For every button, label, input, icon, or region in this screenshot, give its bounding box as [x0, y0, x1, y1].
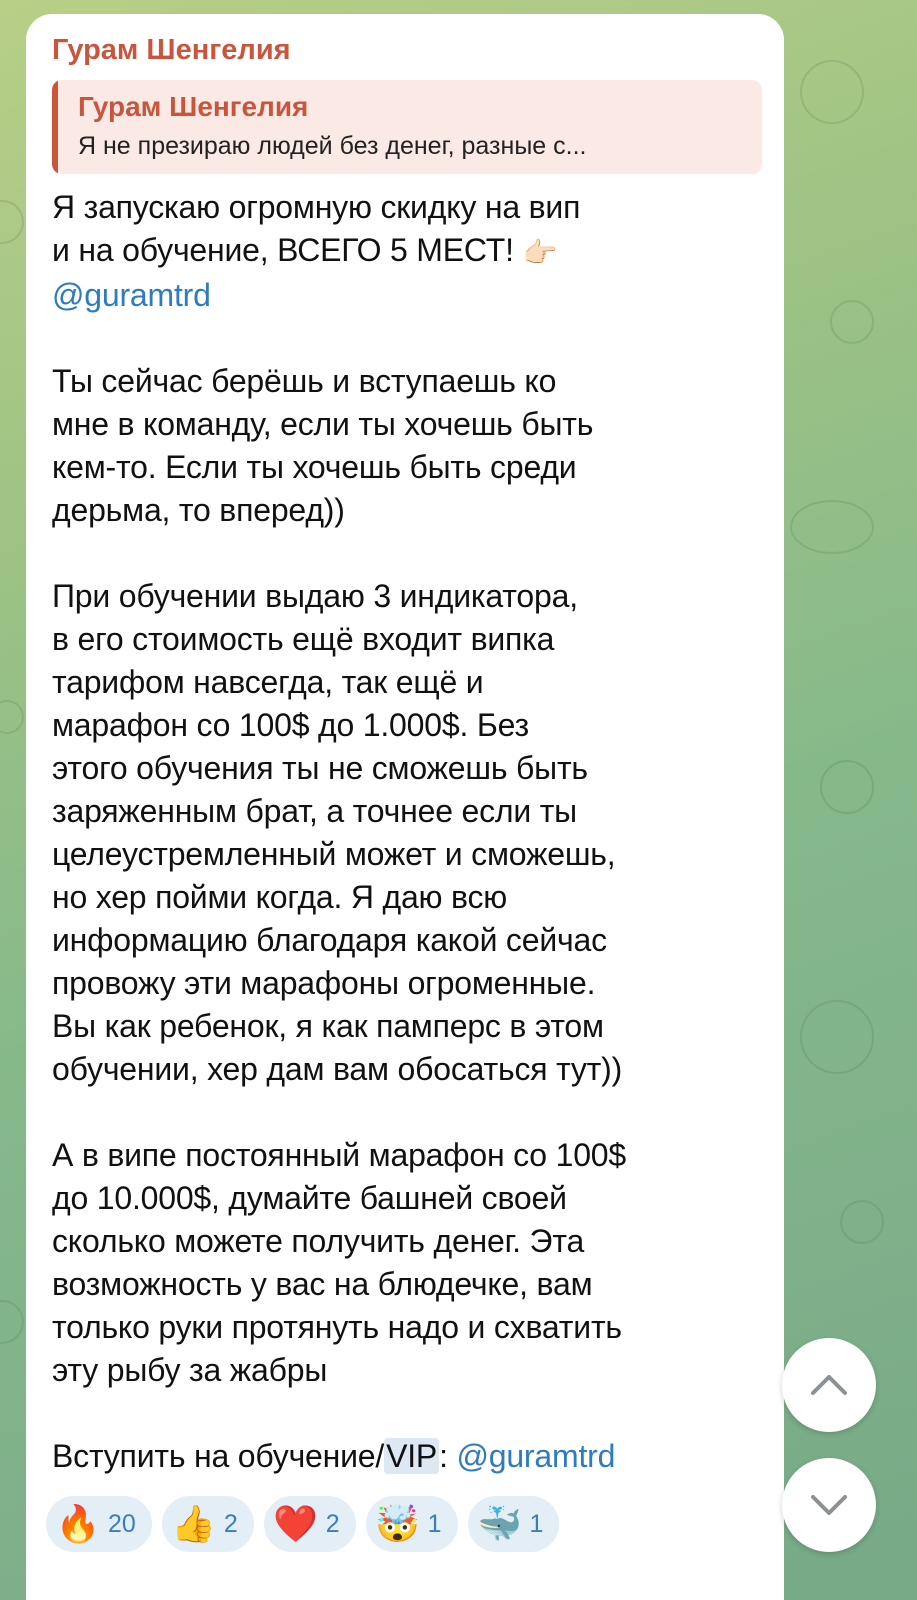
message-line: провожу эти марафоны огроменные.	[52, 965, 596, 1002]
reply-preview-text: Я не презираю людей без денег, разные с...	[78, 132, 587, 160]
exploding-head-icon: 🤯	[375, 1503, 421, 1544]
chevron-down-icon	[807, 1483, 851, 1527]
username-link[interactable]: @guramtrd	[456, 1438, 616, 1475]
thumbs-up-icon: 👍	[171, 1503, 217, 1544]
pointing-right-icon: 👉🏻	[522, 237, 558, 269]
message-line: Ты сейчас берёшь и вступаешь ко	[52, 363, 557, 400]
message-line: до 10.000$, думайте башней своей	[52, 1180, 567, 1217]
highlighted-text: VIP	[386, 1438, 438, 1475]
message-paragraph	[52, 186, 762, 317]
message-line: этого обучения ты не сможешь быть	[52, 750, 588, 787]
chevron-up-icon	[807, 1363, 851, 1407]
heart-icon: ❤️	[273, 1503, 319, 1544]
message-paragraph	[52, 360, 762, 532]
message-line: заряженным брат, а точнее если ты	[52, 793, 577, 830]
reaction-button[interactable]	[264, 1496, 356, 1552]
message-sender-name[interactable]: Гурам Шенгелия	[52, 34, 291, 66]
reaction-count: 2	[325, 1509, 340, 1538]
reaction-count: 20	[108, 1509, 136, 1538]
message-line	[52, 229, 762, 274]
message-paragraph	[52, 575, 762, 1091]
message-line: марафон со 100$ до 1.000$. Без	[52, 707, 529, 744]
reactions-bar	[46, 1496, 559, 1552]
username-link[interactable]: @guramtrd	[52, 277, 211, 314]
message-line	[52, 1435, 762, 1478]
reaction-count: 2	[223, 1509, 238, 1538]
whale-icon: 🐳	[477, 1503, 522, 1544]
message-line: Я запускаю огромную скидку на вип	[52, 189, 581, 225]
scroll-up-button[interactable]	[782, 1338, 876, 1432]
message-line: только руки протянуть надо и схватить	[52, 1309, 622, 1346]
message-line-text: и на обучение, ВСЕГО 5 МЕСТ!	[52, 232, 523, 268]
reply-quote[interactable]	[52, 80, 762, 174]
reaction-button[interactable]	[46, 1496, 152, 1552]
message-line-text: Вступить на обучение/	[52, 1438, 385, 1475]
message-line: целеустремленный может и сможешь,	[52, 836, 616, 873]
message-line: мне в команду, если ты хочешь быть	[52, 406, 594, 443]
message-line: информацию благодаря какой сейчас	[52, 922, 607, 959]
message-line-text: :	[439, 1438, 457, 1475]
message-line: возможность у вас на блюдечке, вам	[52, 1266, 593, 1303]
message-line: сколько можете получить денег. Эта	[52, 1223, 585, 1260]
message-line: тарифом навсегда, так ещё и	[52, 664, 484, 701]
reaction-count: 1	[529, 1509, 544, 1538]
message-bubble[interactable]	[26, 14, 784, 1600]
message-line: эту рыбу за жабры	[52, 1352, 328, 1389]
reaction-button[interactable]	[162, 1496, 254, 1552]
message-line: в его стоимость ещё входит випка	[52, 621, 555, 658]
message-line: но хер пойми когда. Я даю всю	[52, 879, 508, 916]
scroll-down-button[interactable]	[782, 1458, 876, 1552]
message-line	[52, 274, 762, 317]
reaction-count: 1	[427, 1509, 442, 1538]
message-paragraph	[52, 1134, 762, 1392]
reaction-button[interactable]	[366, 1496, 458, 1552]
reaction-button[interactable]	[468, 1496, 560, 1552]
message-line: Вы как ребенок, я как памперс в этом	[52, 1008, 604, 1045]
message-line: При обучении выдаю 3 индикатора,	[52, 578, 578, 615]
message-text	[52, 186, 762, 1478]
message-line: А в випе постоянный марафон со 100$	[52, 1137, 626, 1174]
message-line: кем-то. Если ты хочешь быть среди	[52, 449, 577, 486]
message-line: дерьма, то вперед))	[52, 492, 345, 529]
fire-icon: 🔥	[55, 1503, 101, 1544]
reply-sender-name: Гурам Шенгелия	[78, 91, 309, 122]
message-line: обучении, хер дам вам обосаться тут))	[52, 1051, 623, 1088]
message-paragraph	[52, 1435, 762, 1478]
